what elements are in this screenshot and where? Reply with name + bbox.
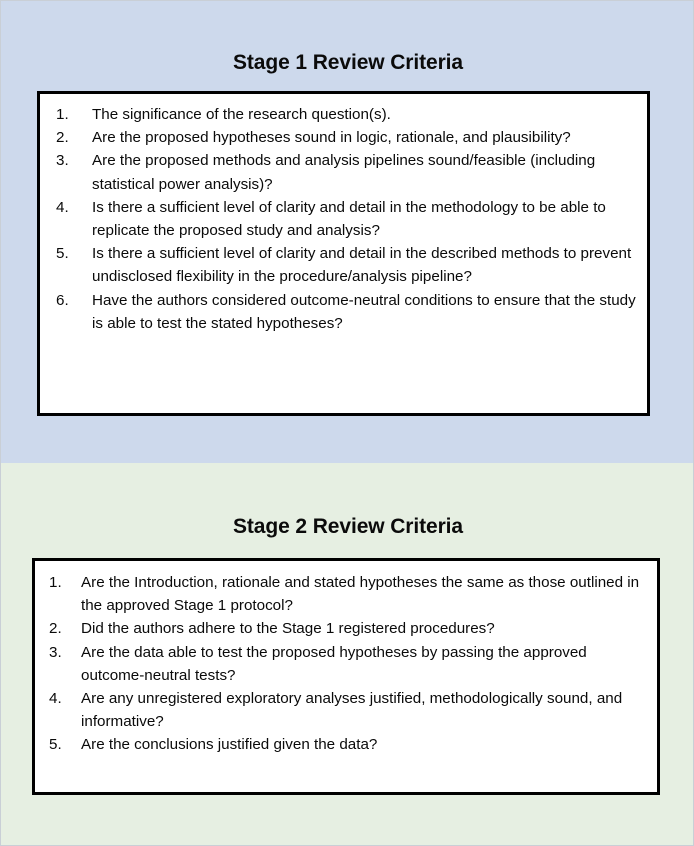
list-item-text: The significance of the research question(s).	[92, 106, 391, 123]
stage-2-criteria-box	[32, 558, 660, 795]
stage-2-criteria-list	[43, 571, 647, 757]
list-item-number: 5.	[56, 245, 69, 263]
list-item	[50, 103, 637, 126]
list-item-number: 2.	[56, 129, 69, 147]
list-item-number: 3.	[49, 643, 62, 661]
list-item-text: Are the Introduction, rationale and stated hypotheses the same as those outlined in the approved Stage 1 protocol?	[81, 574, 640, 615]
list-item-number: 4.	[56, 198, 69, 216]
list-item	[50, 126, 637, 149]
list-item-text: Are the proposed hypotheses sound in logic, rationale, and plausibility?	[92, 129, 571, 147]
list-item-number: 1.	[49, 574, 62, 591]
list-item-number: 6.	[56, 291, 69, 309]
list-item-number: 5.	[49, 736, 62, 754]
list-item	[50, 196, 637, 242]
list-item	[43, 617, 647, 640]
stage-1-criteria-list	[50, 103, 637, 335]
list-item-text: Are the proposed methods and analysis pipelines sound/feasible (including statistical power analysis)?	[92, 152, 596, 193]
list-item-number: 2.	[49, 620, 62, 638]
list-item	[50, 289, 637, 335]
list-item	[43, 571, 647, 617]
list-item	[43, 733, 647, 756]
list-item	[50, 149, 637, 195]
list-item-text: Is there a sufficient level of clarity and detail in the methodology to be able to replicate the proposed study and analysis?	[92, 198, 606, 240]
stage-2-title: Stage 2 Review Criteria	[233, 515, 463, 539]
list-item-text: Have the authors considered outcome-neutral conditions to ensure that the study is able to test the stated hypotheses?	[92, 291, 636, 332]
list-item-text: Did the authors adhere to the Stage 1 registered procedures?	[81, 620, 495, 638]
stage-1-section	[1, 1, 694, 463]
list-item-text: Are the data able to test the proposed hypotheses by passing the approved outcome-neutral tests?	[81, 643, 587, 684]
list-item-number: 3.	[56, 152, 69, 170]
list-item-text: Are the conclusions justified given the data?	[81, 736, 378, 754]
list-item	[43, 641, 647, 687]
stage-1-title: Stage 1 Review Criteria	[233, 51, 463, 75]
list-item	[43, 687, 647, 733]
list-item-text: Are any unregistered exploratory analyses justified, methodologically sound, and informative?	[81, 690, 623, 731]
list-item-number: 1.	[56, 106, 69, 123]
list-item	[50, 242, 637, 288]
stage-1-criteria-box	[37, 91, 650, 416]
list-item-number: 4.	[49, 690, 62, 708]
list-item-text: Is there a sufficient level of clarity and detail in the described methods to prevent undisclosed flexibility in the procedure/analysis pipeline?	[92, 245, 632, 286]
stage-2-section	[1, 463, 694, 846]
